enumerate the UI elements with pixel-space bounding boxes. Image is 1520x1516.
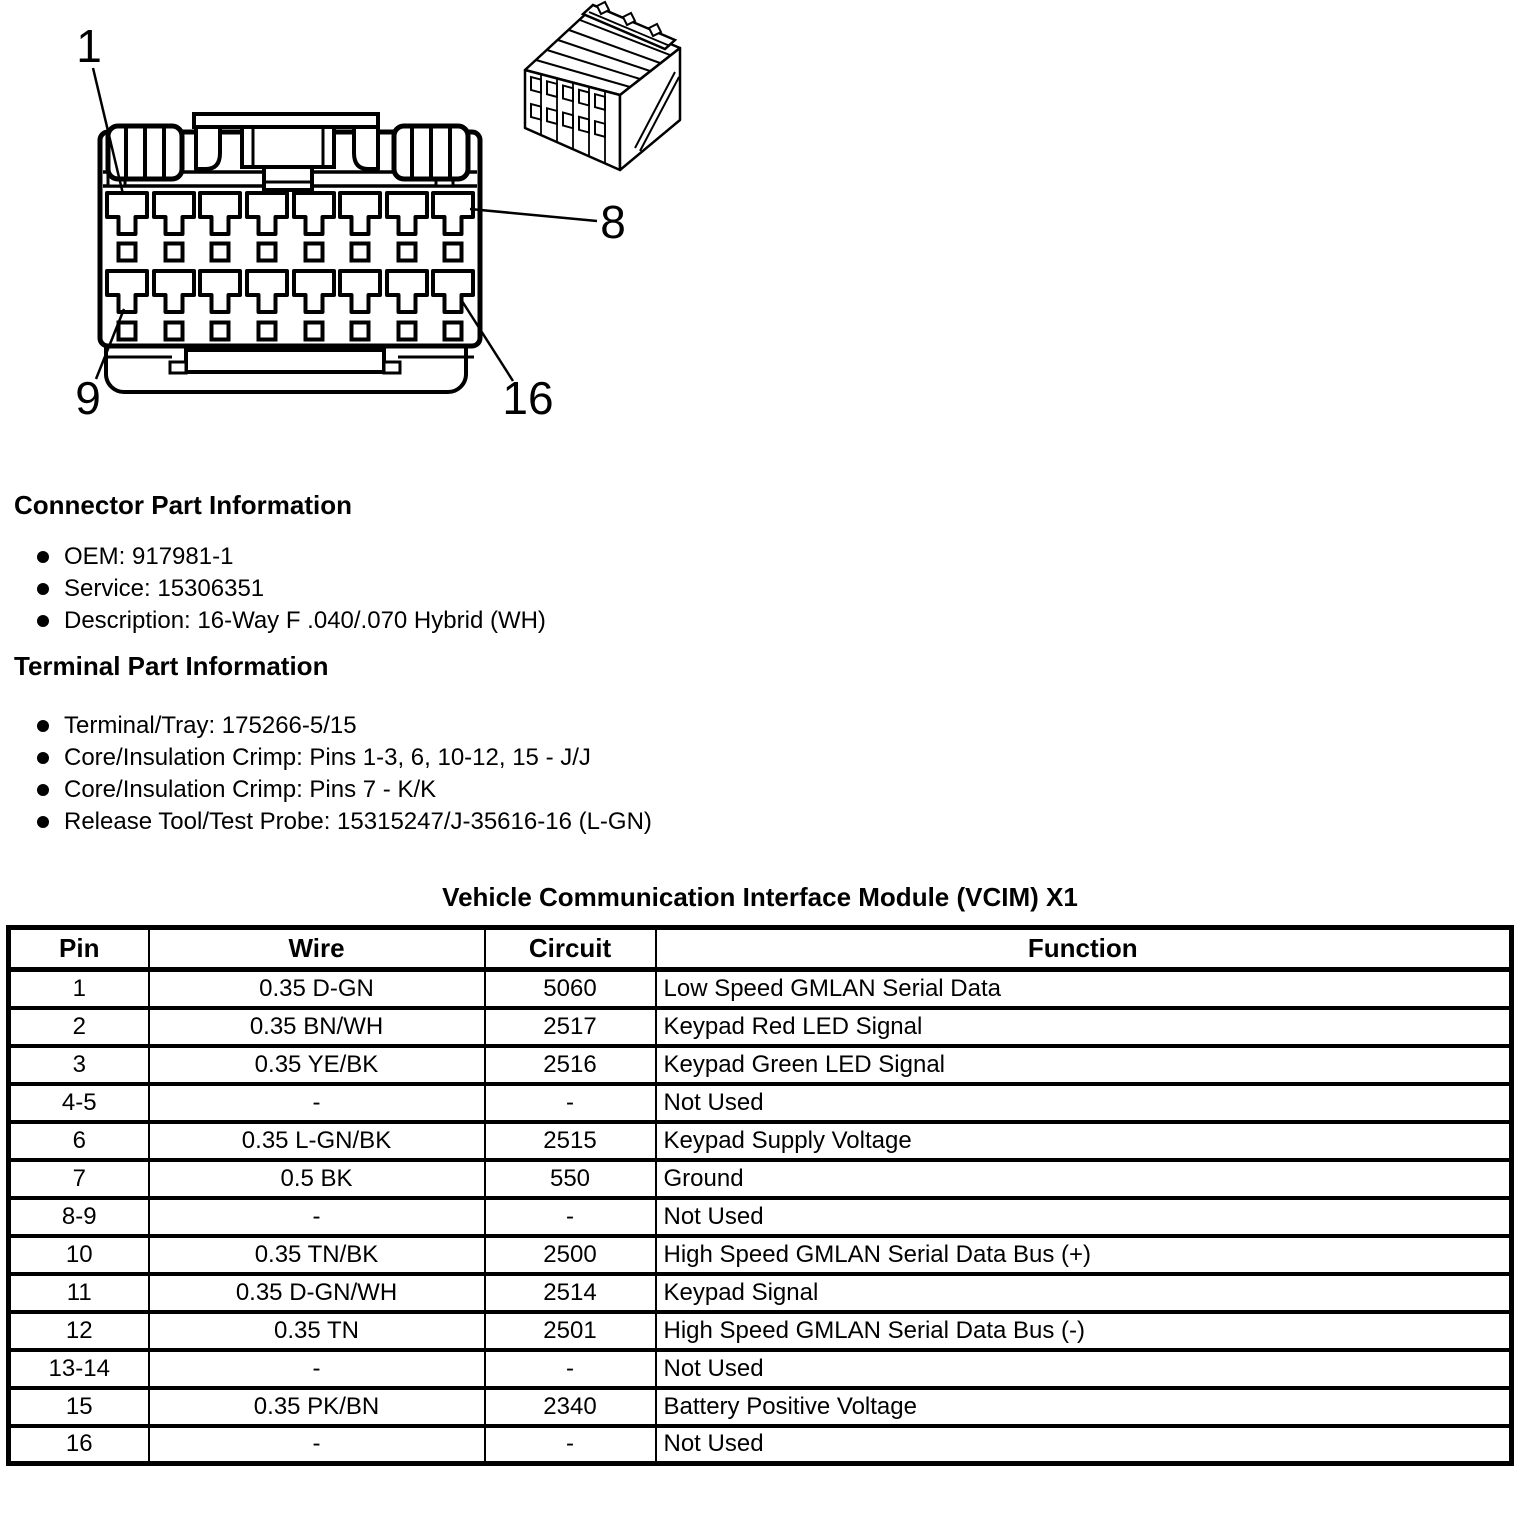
cell-wire: -	[149, 1350, 485, 1388]
cell-function: Battery Positive Voltage	[656, 1388, 1512, 1426]
cell-function: Not Used	[656, 1084, 1512, 1122]
table-row	[9, 970, 1512, 1008]
cell-pin: 11	[9, 1274, 149, 1312]
cell-wire: 0.35 L-GN/BK	[149, 1122, 485, 1160]
bullet-item: Terminal/Tray: 175266-5/15	[0, 710, 1520, 742]
cell-function: Keypad Red LED Signal	[656, 1008, 1512, 1046]
cell-wire: 0.5 BK	[149, 1160, 485, 1198]
connector-diagram-area	[0, 0, 1520, 460]
cell-pin: 1	[9, 970, 149, 1008]
cell-circuit: 5060	[485, 970, 656, 1008]
cell-wire: -	[149, 1198, 485, 1236]
cell-function: Keypad Supply Voltage	[656, 1122, 1512, 1160]
cell-circuit: 2515	[485, 1122, 656, 1160]
cell-pin: 13-14	[9, 1350, 149, 1388]
cell-pin: 8-9	[9, 1198, 149, 1236]
terminal-part-info-heading: Terminal Part Information	[14, 651, 329, 681]
terminal-info-list	[0, 710, 1520, 838]
table-row	[9, 1122, 1512, 1160]
cell-function: Not Used	[656, 1426, 1512, 1464]
bullet-item: Service: 15306351	[0, 573, 1520, 605]
cell-wire: 0.35 D-GN/WH	[149, 1274, 485, 1312]
cell-circuit: 2501	[485, 1312, 656, 1350]
bullet-item: Release Tool/Test Probe: 15315247/J-35616-16 (L-GN)	[0, 806, 1520, 838]
cell-pin: 16	[9, 1426, 149, 1464]
cell-function: High Speed GMLAN Serial Data Bus (-)	[656, 1312, 1512, 1350]
column-header-circuit: Circuit	[485, 928, 656, 970]
cell-circuit: 550	[485, 1160, 656, 1198]
pin-label-1: 1	[76, 20, 102, 72]
cell-wire: 0.35 YE/BK	[149, 1046, 485, 1084]
pin-label-16: 16	[502, 372, 554, 424]
column-header-pin: Pin	[9, 928, 149, 970]
cell-wire: -	[149, 1084, 485, 1122]
table-header-row	[9, 928, 1512, 970]
cell-wire: 0.35 D-GN	[149, 970, 485, 1008]
cell-circuit: 2517	[485, 1008, 656, 1046]
pinout-table	[6, 925, 1514, 1466]
cell-pin: 15	[9, 1388, 149, 1426]
leader-line-pin8	[470, 209, 597, 221]
cell-circuit: -	[485, 1350, 656, 1388]
cell-circuit: 2340	[485, 1388, 656, 1426]
pin-label-9: 9	[75, 372, 101, 424]
cell-circuit: 2500	[485, 1236, 656, 1274]
cell-function: Ground	[656, 1160, 1512, 1198]
cell-circuit: 2514	[485, 1274, 656, 1312]
table-row	[9, 1236, 1512, 1274]
table-row	[9, 1312, 1512, 1350]
cell-circuit: -	[485, 1426, 656, 1464]
connector-3d-view	[505, 0, 705, 185]
bullet-item: Core/Insulation Crimp: Pins 7 - K/K	[0, 774, 1520, 806]
connector-info-list	[0, 541, 1520, 637]
cell-pin: 4-5	[9, 1084, 149, 1122]
cell-circuit: -	[485, 1084, 656, 1122]
cell-function: Keypad Signal	[656, 1274, 1512, 1312]
column-header-wire: Wire	[149, 928, 485, 970]
table-row	[9, 1198, 1512, 1236]
cell-pin: 2	[9, 1008, 149, 1046]
table-row	[9, 1084, 1512, 1122]
cell-function: Keypad Green LED Signal	[656, 1046, 1512, 1084]
cell-wire: -	[149, 1426, 485, 1464]
cell-wire: 0.35 TN	[149, 1312, 485, 1350]
column-header-function: Function	[656, 928, 1512, 970]
cell-wire: 0.35 BN/WH	[149, 1008, 485, 1046]
bullet-item: Core/Insulation Crimp: Pins 1-3, 6, 10-12, 15 - J/J	[0, 742, 1520, 774]
cell-function: Not Used	[656, 1198, 1512, 1236]
cell-function: Low Speed GMLAN Serial Data	[656, 970, 1512, 1008]
connector-part-info-heading: Connector Part Information	[14, 490, 353, 520]
bullet-item: OEM: 917981-1	[0, 541, 1520, 573]
cell-wire: 0.35 PK/BN	[149, 1388, 485, 1426]
pinout-table-body	[9, 970, 1512, 1464]
bullet-item: Description: 16-Way F .040/.070 Hybrid (WH)	[0, 605, 1520, 637]
cell-pin: 3	[9, 1046, 149, 1084]
table-row	[9, 1350, 1512, 1388]
pin-label-8: 8	[600, 196, 626, 248]
table-row	[9, 1426, 1512, 1464]
table-row	[9, 1008, 1512, 1046]
table-row	[9, 1274, 1512, 1312]
cell-function: Not Used	[656, 1350, 1512, 1388]
cell-circuit: -	[485, 1198, 656, 1236]
cell-wire: 0.35 TN/BK	[149, 1236, 485, 1274]
cell-pin: 10	[9, 1236, 149, 1274]
cell-pin: 6	[9, 1122, 149, 1160]
cell-pin: 7	[9, 1160, 149, 1198]
cell-pin: 12	[9, 1312, 149, 1350]
cell-function: High Speed GMLAN Serial Data Bus (+)	[656, 1236, 1512, 1274]
table-row	[9, 1046, 1512, 1084]
cell-circuit: 2516	[485, 1046, 656, 1084]
pinout-table-title: Vehicle Communication Interface Module (VCIM) X1	[442, 882, 1078, 912]
table-row	[9, 1160, 1512, 1198]
table-row	[9, 1388, 1512, 1426]
